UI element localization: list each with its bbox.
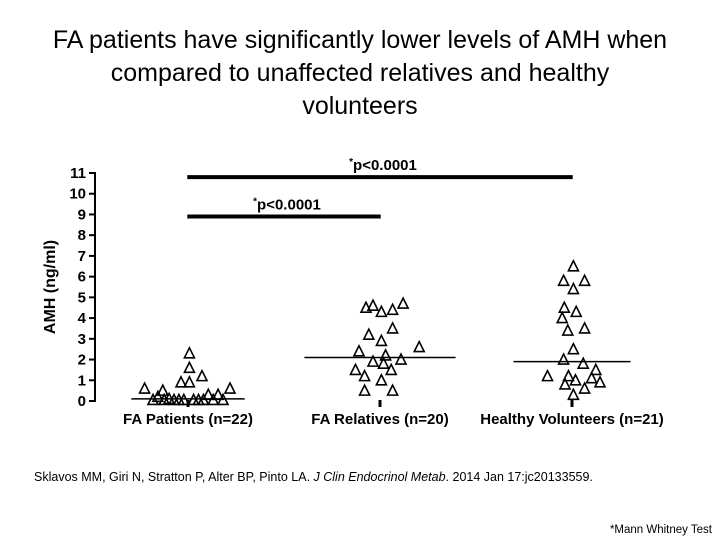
data-point-3-18 (568, 284, 578, 294)
y-tick-label-4: 4 (77, 310, 86, 328)
data-point-2-9 (396, 354, 406, 364)
significance-bars (187, 157, 572, 216)
data-point-1-17 (225, 383, 235, 393)
citation-journal: J Clin Endocrinol Metab (313, 470, 446, 484)
x-category-label-1: FA Patients (n=22) (123, 411, 253, 428)
data-point-3-21 (568, 261, 578, 271)
data-point-3-8 (564, 371, 574, 381)
data-point-2-17 (388, 304, 398, 314)
x-category-label-3: Healthy Volunteers (n=21) (480, 411, 664, 428)
data-point-2-1 (360, 385, 370, 395)
data-point-2-19 (368, 300, 378, 310)
data-point-3-16 (571, 306, 581, 316)
data-point-1-19 (184, 377, 194, 387)
y-tick-label-10: 10 (69, 185, 86, 203)
data-point-3-20 (580, 275, 590, 285)
y-tick-label-11: 11 (70, 165, 86, 182)
data-point-1-13 (203, 389, 213, 399)
citation (34, 470, 714, 484)
data-point-1-21 (184, 362, 194, 372)
data-point-3-10 (578, 358, 588, 368)
y-tick-label-7: 7 (77, 247, 86, 265)
data-point-3-1 (568, 389, 578, 399)
data-point-3-15 (557, 313, 567, 323)
data-point-1-20 (197, 371, 207, 381)
data-point-3-19 (559, 275, 569, 285)
data-point-3-13 (563, 325, 573, 335)
significance-label-2: *p<0.0001 (349, 157, 417, 175)
data-point-2-4 (360, 371, 370, 381)
y-tick-label-1: 1 (77, 372, 86, 390)
data-point-2-2 (388, 385, 398, 395)
y-axis-label: AMH (ng/ml) (42, 239, 59, 335)
y-axis-ticks (69, 165, 95, 410)
data-point-1-22 (184, 348, 194, 358)
footnote: *Mann Whitney Test (609, 524, 712, 536)
y-tick-label-8: 8 (77, 227, 86, 245)
data-point-2-15 (388, 323, 398, 333)
slide-title: FA patients have significantly lower levels of AMH when compared to unaffected relatives and healthy volunteers (52, 26, 668, 120)
x-category-label-2: FA Relatives (n=20) (311, 411, 449, 428)
data-point-3-9 (591, 364, 601, 374)
y-tick-label-6: 6 (77, 268, 86, 286)
y-tick-label-5: 5 (77, 289, 86, 307)
data-point-1-15 (158, 385, 168, 395)
data-point-3-14 (580, 323, 590, 333)
data-point-2-16 (376, 306, 386, 316)
y-tick-label-2: 2 (77, 351, 86, 369)
data-point-3-17 (559, 302, 569, 312)
data-points (140, 261, 605, 405)
data-point-3-7 (543, 371, 553, 381)
data-point-3-12 (568, 344, 578, 354)
y-tick-label-3: 3 (77, 330, 86, 348)
citation-authors: Sklavos MM, Giri N, Stratton P, Alter BP, Pinto LA. (34, 470, 311, 484)
data-point-1-16 (140, 383, 150, 393)
data-point-2-3 (376, 375, 386, 385)
data-point-3-11 (559, 354, 569, 364)
data-point-1-14 (213, 389, 223, 399)
citation-details: . 2014 Jan 17:jc20133559. (445, 470, 593, 484)
data-point-2-14 (364, 329, 374, 339)
data-point-2-13 (376, 335, 386, 345)
y-tick-label-0: 0 (77, 393, 86, 410)
data-point-2-5 (351, 364, 361, 374)
data-point-2-20 (398, 298, 408, 308)
significance-label-1: *p<0.0001 (253, 196, 321, 214)
data-point-2-11 (354, 346, 364, 356)
data-point-2-12 (414, 342, 424, 352)
data-point-2-10 (381, 350, 391, 360)
y-tick-label-9: 9 (77, 206, 86, 224)
